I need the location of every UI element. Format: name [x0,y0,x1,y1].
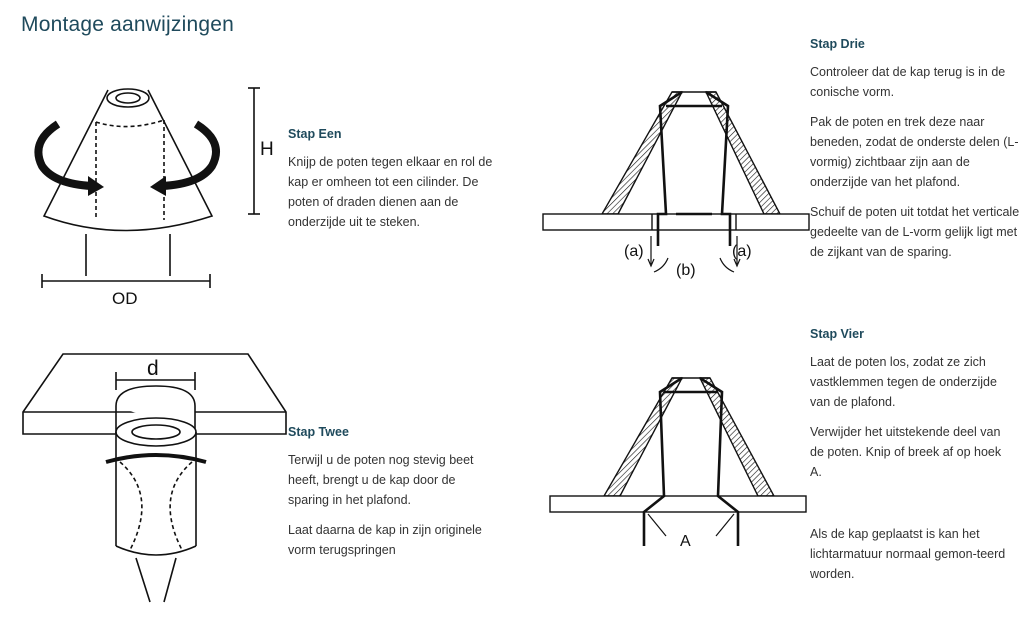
clamp-band [106,455,206,462]
arrow-label-b: (b) [676,262,696,279]
step-four [810,324,1015,492]
cone-wall-left [604,378,682,496]
step-paragraph: Controleer dat de kap terug is in de conische vorm. [810,65,1006,99]
cone-wall-right [700,378,774,496]
final-note-text: Als de kap geplaatst is kan het lichtarmatuur normaal gemon-teerd worden. [810,527,1006,581]
step-two [288,422,493,570]
opening-label: d [147,357,159,380]
page-title: Montage aanwijzingen [21,13,234,36]
cone-wall-left [602,92,682,214]
figure-step-two [18,350,293,608]
step-paragraph: Laat de poten los, zodat ze zich vastklemmen tegen de onderzijde van de plafond. [810,355,997,409]
step-paragraph: Pak de poten en trek deze naar beneden, zodat de onderste delen (L-vormig) zichtbaar zijn aan de onderzijde van het plafond. [810,115,1019,189]
arrow-label-a-right: (a) [732,243,752,260]
step-paragraph: Terwijl u de poten nog stevig beet heeft, brengt u de kap door de sparing in het plafond. [288,453,474,507]
final-note [810,524,1010,594]
figure-step-four [548,374,808,554]
step-title: Stap Een [288,127,342,141]
step-paragraph: Verwijder het uitstekende deel van de poten. Knip of breek af op hoek A. [810,425,1002,479]
step-paragraph: Schuif de poten uit totdat het verticale gedeelte van de L-vorm gelijk ligt met de zijkant van de sparing. [810,205,1020,259]
step-paragraph: Laat daarna de kap in zijn originele vorm terugspringen [288,523,482,557]
ceiling-board [550,496,806,512]
figure-step-one [20,80,274,310]
cone-outline [44,90,212,231]
step-title: Stap Twee [288,425,349,439]
step-title: Stap Drie [810,37,865,51]
angle-label: A [680,533,691,550]
roll-arrow-left-icon [38,124,92,186]
arrow-label-a-left: (a) [624,243,644,260]
cone-top-rim [107,89,149,107]
step-paragraph: Knijp de poten tegen elkaar en rol de kap er omheen tot een cilinder. De poten of draden dienen aan de onderzijde uit te steken. [288,155,493,229]
step-three [810,34,1020,272]
step-title: Stap Vier [810,327,864,341]
ceiling-board [543,214,809,230]
height-label: H [260,139,274,160]
step-one [288,124,493,242]
figure-step-three [540,88,812,283]
diameter-label: OD [112,289,138,308]
cone-wall-right [706,92,780,214]
